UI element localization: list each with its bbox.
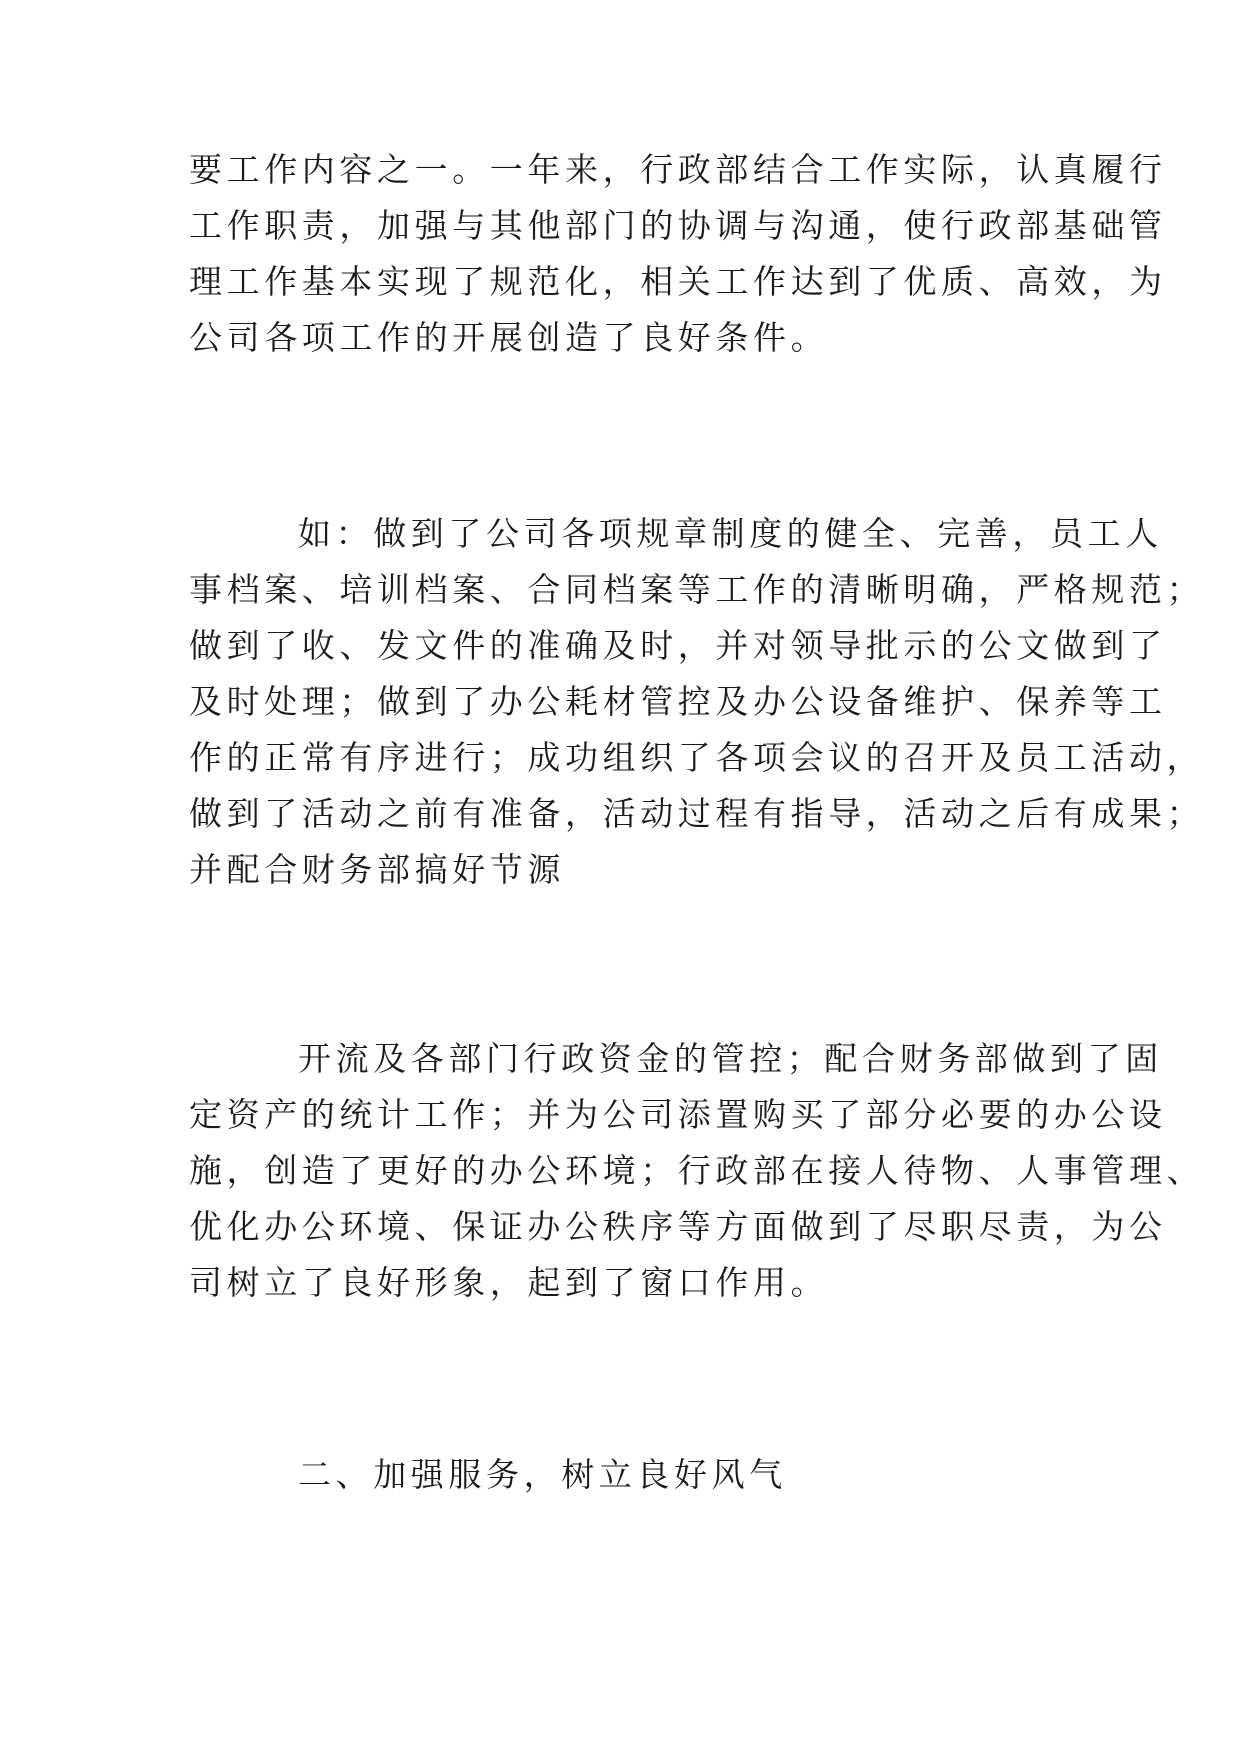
text-line: 如：做到了公司各项规章制度的健全、完善，员工人 (298, 514, 1163, 553)
text-line: 公司各项工作的开展创造了良好条件。 (189, 318, 829, 357)
text-line: 作的正常有序进行；成功组织了各项会议的召开及员工活动， (189, 738, 1205, 777)
text-line: 司树立了良好形象，起到了窗口作用。 (189, 1263, 829, 1302)
text-line: 理工作基本实现了规范化，相关工作达到了优质、高效，为 (189, 262, 1167, 301)
text-line: 及时处理；做到了办公耗材管控及办公设备维护、保养等工 (189, 682, 1167, 721)
text-line: 做到了收、发文件的准确及时，并对领导批示的公文做到了 (189, 626, 1167, 665)
text-line: 定资产的统计工作；并为公司添置购买了部分必要的办公设 (189, 1095, 1167, 1134)
text-line: 工作职责，加强与其他部门的协调与沟通，使行政部基础管 (189, 206, 1167, 245)
text-line: 施，创造了更好的办公环境；行政部在接人待物、人事管理、 (189, 1151, 1205, 1190)
section-heading-text: 二、加强服务，树立良好风气 (298, 1455, 787, 1494)
text-line: 开流及各部门行政资金的管控；配合财务部做到了固 (298, 1039, 1163, 1078)
text-line: 优化办公环境、保证办公秩序等方面做到了尽职尽责，为公 (189, 1207, 1167, 1246)
text-line: 事档案、培训档案、合同档案等工作的清晰明确，严格规范； (189, 570, 1205, 609)
text-line: 并配合财务部搞好节源 (189, 850, 565, 889)
text-line: 做到了活动之前有准备，活动过程有指导，活动之后有成果； (189, 794, 1205, 833)
text-line: 要工作内容之一。一年来，行政部结合工作实际，认真履行 (189, 150, 1167, 189)
